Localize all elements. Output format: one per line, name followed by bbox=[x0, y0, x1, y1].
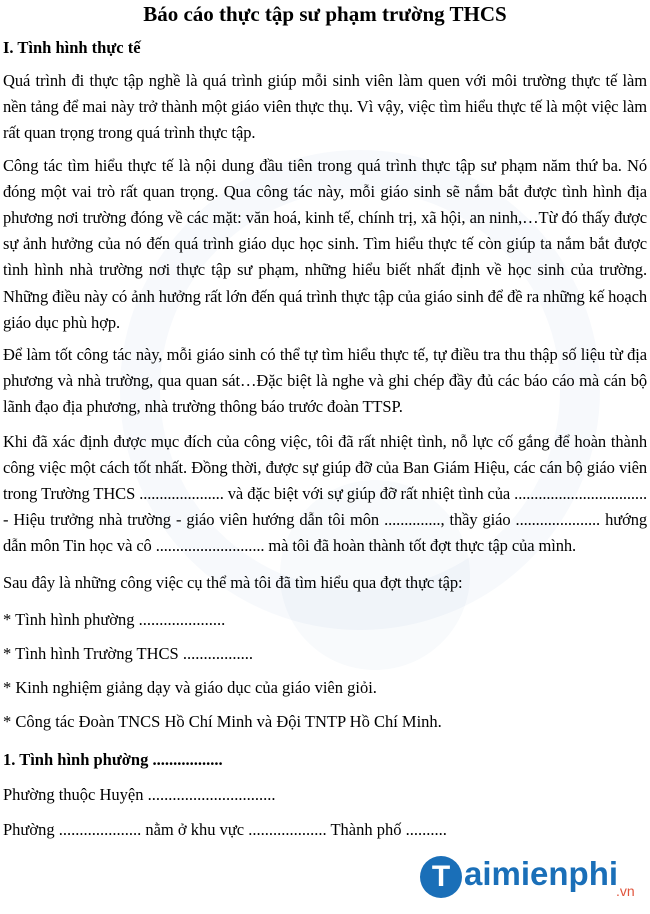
logo-text: aimienphi bbox=[464, 855, 619, 892]
paragraph-importance: Công tác tìm hiểu thực tế là nội dung đầu tiên trong quá trình thực tập sư phạm năm thứ ba. Nó đóng một vai trò rất quan trọng. Qua công tác này, mỗi giáo sinh sẽ nắm bắt được tình hình địa phương nơi trường đóng về các mặt: văn hoá, kinh tế, chính trị, xã hội, an ninh,…Từ đó thấy được sự ảnh hưởng của nó đến quá trình giáo dục học sinh. Tìm hiểu thực tế còn giúp ta nắm bắt được tình hình nhà trường nơi thực tập sư phạm, những hiểu biết nhất định về học sinh của trường. Những điều này có ảnh hưởng rất lớn đến quá trình thực tập của giáo sinh để đề ra những kế hoạch giáo dục phù hợp. bbox=[3, 155, 647, 332]
form-line-ward: Phường .................... nằm ở khu vực ................... Thành phố .......... bbox=[3, 819, 447, 839]
paragraph-intro: Quá trình đi thực tập nghề là quá trình giúp mỗi sinh viên làm quen với môi trường thực tế làm nền tảng để mai này trở thành một giáo viên thực thụ. Vì vậy, việc tìm hiểu thực tế là một việc làm rất quan trọng trong quá trình thực tập. bbox=[3, 71, 647, 143]
subsection-heading: 1. Tình hình phường ................. bbox=[3, 749, 223, 769]
taimienphi-logo bbox=[420, 852, 645, 902]
section-heading: I. Tình hình thực tế bbox=[3, 38, 141, 57]
logo-suffix: .vn bbox=[616, 883, 635, 899]
form-line-district: Phường thuộc Huyện ............................... bbox=[3, 784, 276, 804]
list-item: * Kinh nghiệm giảng dạy và giáo dục của giáo viên giỏi. bbox=[3, 677, 377, 697]
document-title: Báo cáo thực tập sư phạm trường THCS bbox=[143, 2, 507, 26]
list-item: * Tình hình Trường THCS ................. bbox=[3, 643, 253, 663]
logo-letter: T bbox=[431, 860, 451, 893]
list-item: * Công tác Đoàn TNCS Hồ Chí Minh và Đội TNTP Hồ Chí Minh. bbox=[3, 711, 442, 731]
paragraph-list-intro: Sau đây là những công việc cụ thể mà tôi đã tìm hiểu qua đợt thực tập: bbox=[3, 572, 463, 592]
document-page bbox=[3, 0, 647, 841]
paragraph-acknowledgement: Khi đã xác định được mục đích của công việc, tôi đã rất nhiệt tình, nỗ lực cố gắng để hoàn thành công việc một cách tốt nhất. Đồng thời, được sự giúp đỡ của Ban Giám Hiệu, các cán bộ giáo viên trong Trường THCS ..................... và đặc biệt với sự giúp đỡ rất nhiệt tình của ................................. - Hiệu trưởng nhà trường - giáo viên hướng dẫn tôi môn .............., thầy giáo ..................... hướng dẫn môn Tin học và cô ........................... mà tôi đã hoàn thành tốt đợt thực tập của mình. bbox=[3, 431, 647, 556]
list-item: * Tình hình phường ..................... bbox=[3, 609, 226, 629]
paragraph-method: Để làm tốt công tác này, mỗi giáo sinh có thể tự tìm hiểu thực tế, tự điều tra thu thập số liệu từ địa phương và nhà trường, qua quan sát…Đặc biệt là nghe và ghi chép đầy đủ các báo cáo mà cán bộ lãnh đạo địa phương, nhà trường thông báo trước đoàn TTSP. bbox=[3, 345, 647, 417]
